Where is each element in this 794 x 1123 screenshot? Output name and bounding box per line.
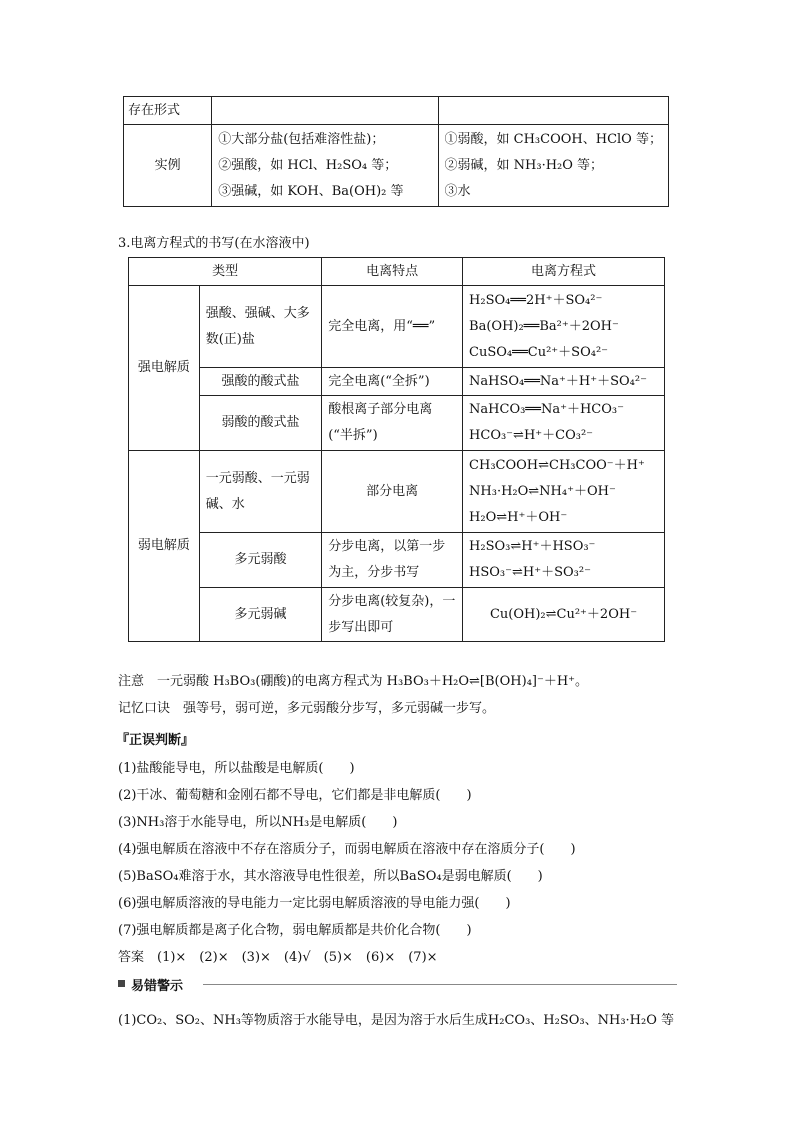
equation-cell — [463, 451, 665, 533]
weak-example: ②弱碱，如 NH₃·H₂O 等； — [444, 157, 604, 173]
type-cell: 强酸、强碱、大多数(正)盐 — [199, 286, 321, 368]
strong-example: ①大部分盐(包括难溶性盐)； — [218, 131, 385, 147]
equation-cell — [463, 533, 665, 588]
equation: HCO₃⁻⇌H⁺＋CO₃²⁻ — [469, 428, 594, 443]
equation: CuSO₄══Cu²⁺＋SO₄²⁻ — [469, 344, 609, 360]
equation: H₂SO₃⇌H⁺＋HSO₃⁻ — [469, 539, 596, 554]
equation-cell — [463, 396, 665, 451]
type-cell: 一元弱酸、一元弱碱、水 — [199, 451, 321, 533]
equation: CH₃COOH⇌CH₃COO⁻＋H⁺ — [469, 457, 645, 473]
feature-cell: 分步电离，以第一步为主，分步书写 — [322, 533, 463, 588]
equation: H₂SO₄══2H⁺＋SO₄²⁻ — [469, 292, 603, 308]
equation: H₂O⇌H⁺＋OH⁻ — [469, 509, 568, 525]
note: 注意 一元弱酸 H₃BO₃(硼酸)的电离方程式为 H₃BO₃＋H₂O⇌[B(OH)₄]⁻＋H⁺。 — [118, 674, 589, 689]
judge-item: (4)强电解质在溶液中不存在溶质分子，而弱电解质在溶液中存在溶质分子( ) — [118, 842, 576, 857]
judge-title: 『正误判断』 — [116, 733, 195, 748]
type-cell: 多元弱碱 — [199, 588, 321, 642]
row-label-examples: 实例 — [124, 125, 212, 207]
equation: NH₃·H₂O⇌NH₄⁺＋OH⁻ — [469, 483, 616, 499]
header-feature: 电离特点 — [322, 258, 463, 286]
equation: Ba(OH)₂══Ba²⁺＋2OH⁻ — [469, 318, 619, 334]
feature-cell: 完全电离(“全拆”) — [322, 368, 463, 396]
group-weak: 弱电解质 — [129, 451, 200, 642]
weak-example: ③水 — [444, 183, 471, 199]
equation: Cu(OH)₂⇌Cu²⁺＋2OH⁻ — [489, 606, 638, 622]
equation-cell — [463, 368, 665, 396]
judge-item: (5)BaSO₄难溶于水，其水溶液导电性很差，所以BaSO₄是弱电解质( ) — [118, 869, 543, 884]
equation: HSO₃⁻⇌H⁺＋SO₃²⁻ — [469, 565, 591, 580]
equation: NaHSO₄══Na⁺＋H⁺＋SO₄²⁻ — [469, 373, 647, 389]
strong-form-cell — [212, 97, 438, 125]
feature-cell: 部分电离 — [322, 451, 463, 533]
feature-cell: 完全电离，用“══” — [322, 286, 463, 368]
strong-examples-cell — [212, 125, 438, 207]
type-cell: 弱酸的酸式盐 — [199, 396, 321, 451]
warning-title: 易错警示 — [131, 979, 184, 994]
judge-item: (3)NH₃溶于水能导电，所以NH₃是电解质( ) — [118, 815, 398, 830]
strong-example: ②强酸，如 HCl、H₂SO₄ 等； — [218, 157, 398, 173]
classification-table — [123, 96, 669, 207]
type-cell: 强酸的酸式盐 — [199, 368, 321, 396]
group-strong: 强电解质 — [129, 286, 200, 451]
header-type: 类型 — [129, 258, 322, 286]
row-label-form: 存在形式 — [124, 97, 212, 125]
header-equation: 电离方程式 — [463, 258, 665, 286]
strong-example: ③强碱，如 KOH、Ba(OH)₂ 等 — [218, 183, 404, 199]
weak-example: ①弱酸，如 CH₃COOH、HClO 等； — [444, 131, 662, 147]
judge-item: (7)强电解质都是离子化合物，弱电解质都是共价化合物( ) — [118, 923, 472, 938]
warning-bullet-icon — [118, 980, 125, 987]
judge-item: (1)盐酸能导电，所以盐酸是电解质( ) — [118, 761, 355, 776]
weak-form-cell — [438, 97, 668, 125]
judge-item: (2)干冰、葡萄糖和金刚石都不导电，它们都是非电解质( ) — [118, 788, 472, 803]
type-cell: 多元弱酸 — [199, 533, 321, 588]
warning-divider — [203, 984, 677, 985]
equation-cell — [463, 286, 665, 368]
memory-tip: 记忆口诀 强等号，弱可逆，多元弱酸分步写，多元弱碱一步写。 — [118, 701, 496, 716]
weak-examples-cell — [438, 125, 668, 207]
section-title: 3.电离方程式的书写(在水溶液中) — [118, 236, 310, 251]
equation-cell — [463, 588, 665, 642]
ionization-table — [128, 257, 665, 642]
feature-cell: 酸根离子部分电离(“半拆”) — [322, 396, 463, 451]
equation: NaHCO₃══Na⁺＋HCO₃⁻ — [469, 402, 624, 417]
judge-item: (6)强电解质溶液的导电能力一定比弱电解质溶液的导电能力强( ) — [118, 896, 511, 911]
feature-cell: 分步电离(较复杂)，一步写出即可 — [322, 588, 463, 642]
answer-line: 答案 (1)× (2)× (3)× (4)√ (5)× (6)× (7)× — [118, 950, 438, 965]
warning-text: (1)CO₂、SO₂、NH₃等物质溶于水能导电，是因为溶于水后生成H₂CO₃、H₂SO₃、NH₃·H₂O 等 — [118, 1013, 675, 1028]
